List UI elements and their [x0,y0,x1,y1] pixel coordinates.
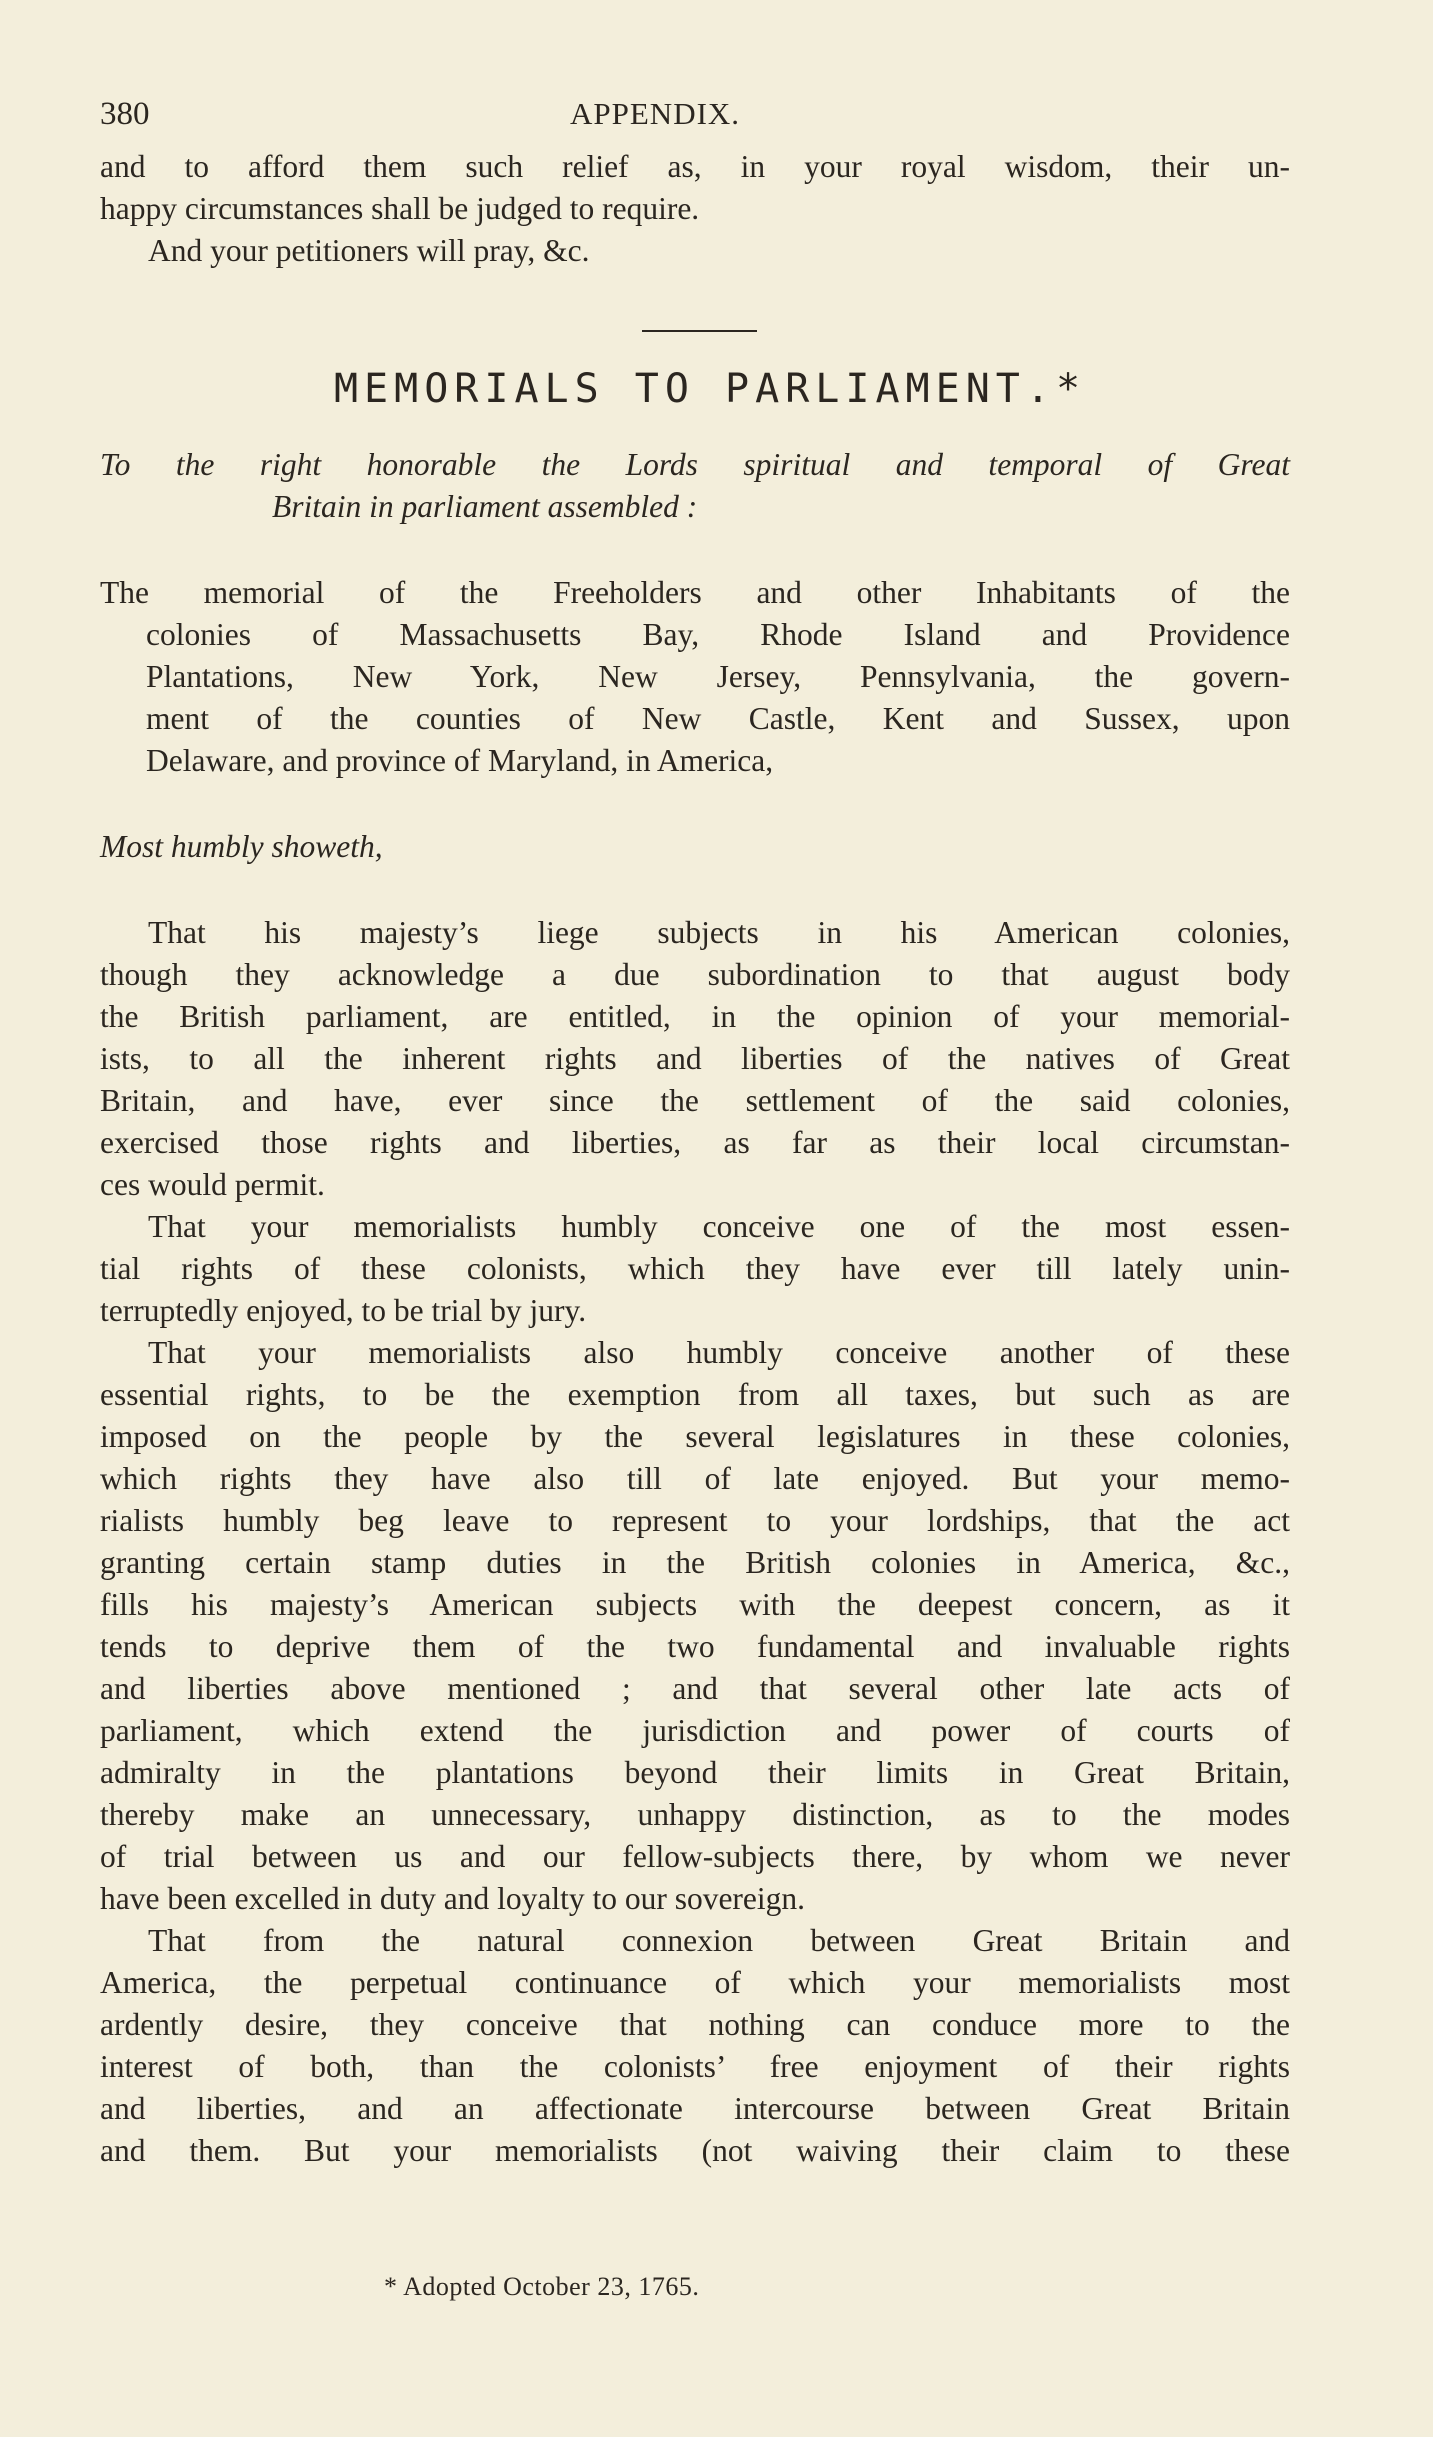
text-line: That his majesty’s liege subjects in his American colonies, [148,915,1290,950]
address-salutation [100,444,1290,528]
book-page [100,96,1290,2172]
text-line: Delaware, and province of Maryland, in America, [146,743,774,778]
footnote: * Adopted October 23, 1765. [384,2272,700,2301]
text-line: and to afford them such relief as, in your royal wisdom, their un- [100,149,1290,184]
text-line: ardently desire, they conceive that nothing can conduce more to the [100,2007,1290,2042]
text-line: of trial between us and our fellow-subjects there, by whom we never [100,1839,1290,1874]
text-line: ces would permit. [100,1167,325,1202]
text-line: and liberties above mentioned ; and that several other late acts of [100,1671,1290,1706]
body-paragraph [100,912,1290,1206]
text-line: which rights they have also till of late enjoyed. But your memo- [100,1461,1290,1496]
text-line: and them. But your memorialists (not waiving their claim to these [100,2133,1290,2168]
text-line: That from the natural connexion between Great Britain and [148,1923,1290,1958]
text-line: parliament, which extend the jurisdiction and power of courts of [100,1713,1290,1748]
text-line: ists, to all the inherent rights and liberties of the natives of Great [100,1041,1290,1076]
text-line: To the right honorable the Lords spiritual and temporal of Great [100,447,1290,482]
memorial-intro [100,572,1290,782]
text-line: And your petitioners will pray, &c. [148,233,590,268]
text-line: granting certain stamp duties in the British colonies in America, &c., [100,1545,1290,1580]
section-divider [642,330,757,332]
text-line: Britain, and have, ever since the settlement of the said colonies, [100,1083,1290,1118]
text-line: The memorial of the Freeholders and other Inhabitants of the [100,575,1290,610]
text-line: Britain in parliament assembled : [272,489,698,524]
running-head: APPENDIX. [570,96,741,131]
text-line: essential rights, to be the exemption from all taxes, but such as are [100,1377,1290,1412]
text-line: imposed on the people by the several legislatures in these colonies, [100,1419,1290,1454]
body-paragraph [100,1206,1290,1332]
text-line: rialists humbly beg leave to represent to your lordships, that the act [100,1503,1290,1538]
text-line: colonies of Massachusetts Bay, Rhode Island and Providence [146,617,1290,652]
text-line: That your memorialists humbly conceive one of the most essen- [148,1209,1290,1244]
text-line: though they acknowledge a due subordination to that august body [100,957,1290,992]
text-line: exercised those rights and liberties, as far as their local circumstan- [100,1125,1290,1160]
text-line: happy circumstances shall be judged to require. [100,191,700,226]
section-title: MEMORIALS TO PARLIAMENT.* [333,366,1087,412]
body-paragraph [100,1332,1290,1920]
text-line: That your memorialists also humbly conceive another of these [148,1335,1290,1370]
text-line: tends to deprive them of the two fundamental and invaluable rights [100,1629,1290,1664]
page-header [100,96,1290,146]
text-line: interest of both, than the colonists’ free enjoyment of their rights [100,2049,1290,2084]
closing-paragraph [100,146,1290,272]
text-line: Plantations, New York, New Jersey, Pennsylvania, the govern- [146,659,1290,694]
text-line: ment of the counties of New Castle, Kent and Sussex, upon [146,701,1290,736]
text-line: America, the perpetual continuance of which your memorialists most [100,1965,1290,2000]
page-number: 380 [100,96,150,132]
text-line: the British parliament, are entitled, in the opinion of your memorial- [100,999,1290,1034]
text-line: have been excelled in duty and loyalty to our sovereign. [100,1881,806,1916]
text-line: admiralty in the plantations beyond their limits in Great Britain, [100,1755,1290,1790]
text-line: fills his majesty’s American subjects with the deepest concern, as it [100,1587,1290,1622]
text-line: and liberties, and an affectionate intercourse between Great Britain [100,2091,1290,2126]
text-line: tial rights of these colonists, which they have ever till lately unin- [100,1251,1290,1286]
text-line: thereby make an unnecessary, unhappy distinction, as to the modes [100,1797,1290,1832]
text-line: terruptedly enjoyed, to be trial by jury. [100,1293,587,1328]
body-paragraph [100,1920,1290,2172]
showeth-heading: Most humbly showeth, [100,829,383,864]
